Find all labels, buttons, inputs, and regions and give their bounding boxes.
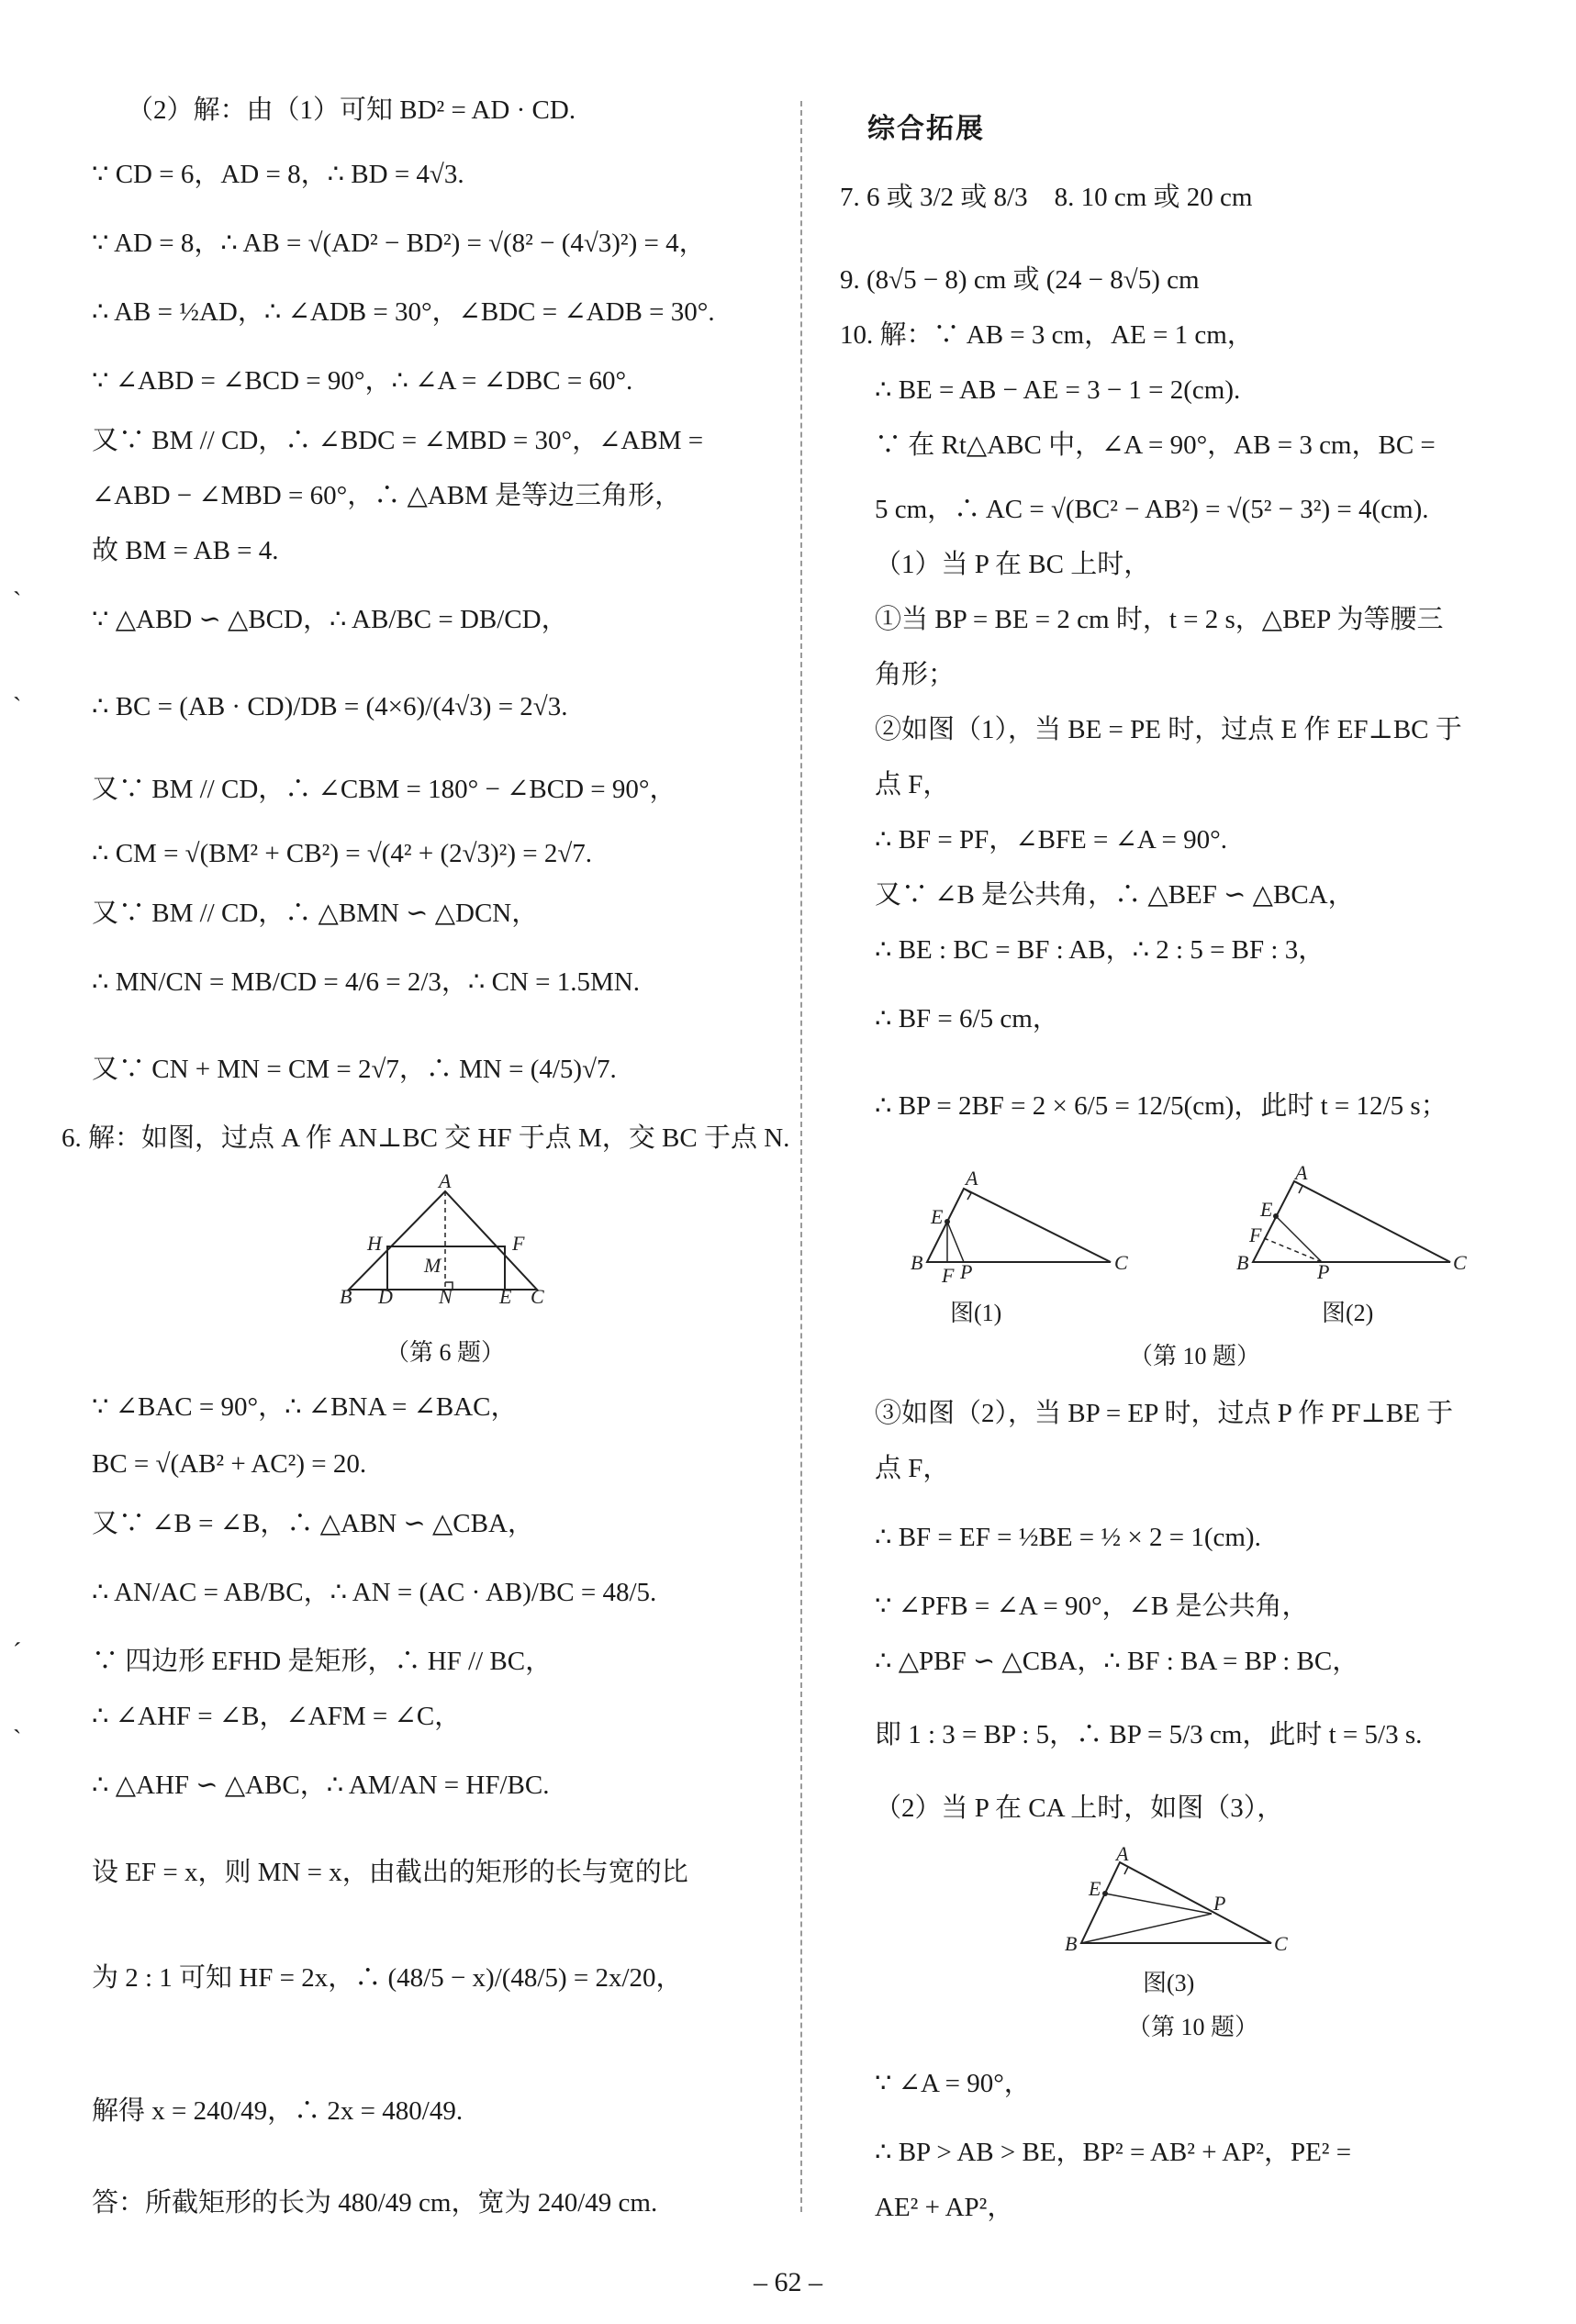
solution-line: 7. 6 或 3/2 或 8/3 8. 10 cm 或 20 cm: [840, 183, 1253, 212]
label-e: E: [1260, 1198, 1273, 1221]
segment-ep: [1276, 1216, 1322, 1262]
segment-pf: [1264, 1238, 1322, 1262]
solution-line: ∴ BF = PF，∠BFE = ∠A = 90°.: [875, 825, 1227, 855]
solution-line: ∠ABD − ∠MBD = 60°，∴ △ABM 是等边三角形，: [92, 481, 682, 510]
triangle-abc: [1253, 1181, 1450, 1262]
solution-line: ①当 BP = BE = 2 cm 时，t = 2 s，△BEP 为等腰三: [875, 605, 1444, 634]
solution-line: 又∵ BM // CD，∴ △BMN ∽ △DCN，: [92, 899, 539, 928]
label-n: N: [439, 1285, 453, 1308]
label-b: B: [1236, 1251, 1249, 1274]
margin-mark: ˋ: [13, 693, 22, 721]
solution-line: 又∵ ∠B 是公共角，∴ △BEF ∽ △BCA，: [875, 880, 1355, 910]
solution-line: ∴ BF = 6/5 cm，: [875, 1004, 1059, 1034]
triangle-abc: [927, 1189, 1111, 1262]
solution-line: ∴ BE = AB − AE = 3 − 1 = 2(cm).: [875, 375, 1241, 405]
label-c: C: [1274, 1932, 1288, 1955]
solution-line: ∵ ∠PFB = ∠A = 90°，∠B 是公共角，: [875, 1592, 1309, 1621]
label-e: E: [931, 1205, 944, 1228]
triangle-abc: [1081, 1862, 1271, 1943]
point-e: [944, 1219, 950, 1224]
solution-line: ∴ BP > AB > BE，BP² = AB² + AP²，PE² =: [875, 2138, 1352, 2167]
figure-10-1-label: 图(1): [950, 1300, 1002, 1326]
solution-line: ∴ BF = EF = ½BE = ½ × 2 = 1(cm).: [875, 1523, 1261, 1552]
solution-line: 点 F，: [875, 770, 950, 799]
solution-line: ∴ ∠AHF = ∠B，∠AFM = ∠C，: [92, 1702, 462, 1731]
figure-10-3-diagram: [1065, 1842, 1294, 1960]
solution-line: ∵ AD = 8，∴ AB = √(AD² − BD²) = √(8² − (4√3)²) = 4，: [92, 229, 706, 258]
column-divider: [800, 101, 802, 2212]
figure-10-3-caption: （第 10 题）: [1127, 2014, 1259, 2040]
label-c: C: [1114, 1251, 1128, 1274]
label-f: F: [942, 1264, 955, 1287]
label-a: A: [1116, 1842, 1129, 1865]
solution-line: ∵ △ABD ∽ △BCD，∴ AB/BC = DB/CD，: [92, 605, 568, 634]
figure-10-caption: （第 10 题）: [1129, 1343, 1261, 1369]
solution-line: 故 BM = AB = 4.: [92, 536, 279, 565]
solution-line: 9. (8√5 − 8) cm 或 (24 − 8√5) cm: [840, 265, 1200, 295]
solution-line: ∴ CM = √(BM² + CB²) = √(4² + (2√3)²) = 2√7.: [92, 839, 593, 868]
point-e: [1102, 1891, 1108, 1896]
label-d: D: [378, 1285, 393, 1308]
solution-line: 又∵ ∠B = ∠B，∴ △ABN ∽ △CBA，: [92, 1509, 534, 1538]
solution-line: ∴ △PBF ∽ △CBA，∴ BF : BA = BP : BC，: [875, 1647, 1359, 1676]
solution-line: ③如图（2），当 BP = EP 时，过点 P 作 PF⊥BE 于: [875, 1399, 1454, 1428]
page-number: – 62 –: [754, 2267, 822, 2297]
margin-mark: ˊ: [13, 1638, 22, 1667]
label-h: H: [367, 1232, 382, 1255]
solution-line: 角形；: [875, 660, 956, 689]
label-c: C: [531, 1285, 544, 1308]
figure-10-1-diagram: [909, 1167, 1129, 1287]
solution-line: 5 cm，∴ AC = √(BC² − AB²) = √(5² − 3²) = 4(cm).: [875, 495, 1429, 524]
solution-line: ∵ ∠BAC = 90°，∴ ∠BNA = ∠BAC，: [92, 1392, 518, 1422]
solution-line: 为 2 : 1 可知 HF = 2x，∴ (48/5 − x)/(48/5) = 2x/20，: [92, 1963, 683, 1993]
solution-line: AE² + AP²，: [875, 2193, 1014, 2222]
solution-line: （1）当 P 在 BC 上时，: [875, 550, 1151, 579]
solution-line: ∵ 四边形 EFHD 是矩形，∴ HF // BC，: [92, 1647, 553, 1676]
segment-ep: [947, 1222, 964, 1262]
label-a: A: [966, 1167, 978, 1190]
solution-line: ∴ MN/CN = MB/CD = 4/6 = 2/3，∴ CN = 1.5MN.: [92, 967, 640, 997]
solution-line: ∴ AN/AC = AB/BC，∴ AN = (AC · AB)/BC = 48/5.: [92, 1578, 657, 1607]
label-a: A: [1295, 1161, 1308, 1184]
figure-6-caption: （第 6 题）: [386, 1339, 506, 1366]
rectangle-efhd: [387, 1246, 505, 1290]
margin-mark: ˋ: [13, 1726, 22, 1754]
figure-10-2: [1235, 1161, 1467, 1285]
figure-10-3-label: 图(3): [1143, 1970, 1195, 1996]
label-a: A: [439, 1169, 452, 1192]
label-b: B: [1065, 1932, 1078, 1955]
solution-line: ∴ BC = (AB · CD)/DB = (4×6)/(4√3) = 2√3.: [92, 692, 568, 721]
figure-10-2-label: 图(2): [1322, 1300, 1374, 1326]
solution-line: 即 1 : 3 = BP : 5，∴ BP = 5/3 cm，此时 t = 5/3 s.: [875, 1720, 1423, 1749]
label-e: E: [499, 1285, 512, 1308]
solution-line: ∵ ∠A = 90°，: [875, 2069, 1031, 2098]
solution-line: 又∵ BM // CD，∴ ∠CBM = 180° − ∠BCD = 90°，: [92, 775, 676, 804]
label-p: P: [1317, 1260, 1330, 1283]
solution-line: ∵ ∠ABD = ∠BCD = 90°，∴ ∠A = ∠DBC = 60°.: [92, 366, 633, 396]
solution-line: BC = √(AB² + AC²) = 20.: [92, 1449, 367, 1479]
solution-line: 10. 解：∵ AB = 3 cm，AE = 1 cm，: [840, 320, 1254, 350]
figure-10-1: [909, 1167, 1129, 1287]
label-p: P: [960, 1260, 973, 1283]
label-c: C: [1453, 1251, 1467, 1274]
solution-line: ∵ 在 Rt△ABC 中，∠A = 90°，AB = 3 cm，BC =: [875, 430, 1436, 460]
figure-10-3: [1065, 1842, 1294, 1960]
solution-line: ∴ BP = 2BF = 2 × 6/5 = 12/5(cm)，此时 t = 12/5 s；: [875, 1091, 1447, 1121]
solution-line: ②如图（1），当 BE = PE 时，过点 E 作 EF⊥BC 于: [875, 715, 1462, 744]
section-heading: 综合拓展: [867, 113, 985, 145]
solution-line: 又∵ BM // CD，∴ ∠BDC = ∠MBD = 30°，∠ABM =: [92, 426, 704, 455]
figure-6: [340, 1169, 560, 1308]
solution-line: 答：所截矩形的长为 480/49 cm，宽为 240/49 cm.: [92, 2188, 658, 2218]
label-f: F: [512, 1232, 525, 1255]
segment-bp: [1081, 1914, 1212, 1943]
label-p: P: [1213, 1892, 1226, 1915]
solution-line: 解得 x = 240/49，∴ 2x = 480/49.: [92, 2096, 464, 2126]
figure-6-diagram: [340, 1169, 560, 1308]
solution-line: 又∵ CN + MN = CM = 2√7，∴ MN = (4/5)√7.: [92, 1055, 617, 1084]
solution-line: ∴ AB = ½AD，∴ ∠ADB = 30°，∠BDC = ∠ADB = 30°.: [92, 297, 715, 327]
label-b: B: [340, 1285, 352, 1308]
solution-line: ∴ BE : BC = BF : AB，∴ 2 : 5 = BF : 3，: [875, 935, 1325, 965]
solution-line: （2）解：由（1）可知 BD² = AD · CD.: [127, 95, 576, 125]
right-angle-mark: [964, 1189, 971, 1200]
label-m: M: [424, 1254, 442, 1277]
figure-10-2-diagram: [1235, 1161, 1467, 1285]
solution-line: ∵ CD = 6，AD = 8，∴ BD = 4√3.: [92, 160, 464, 189]
label-e: E: [1089, 1877, 1101, 1900]
label-f: F: [1249, 1223, 1262, 1246]
solution-line: ∴ △AHF ∽ △ABC，∴ AM/AN = HF/BC.: [92, 1771, 550, 1800]
solution-line: 点 F，: [875, 1454, 950, 1483]
point-e: [1273, 1213, 1279, 1219]
solution-line: 设 EF = x，则 MN = x，由截出的矩形的长与宽的比: [92, 1858, 688, 1887]
problem-6-start: 6. 解：如图，过点 A 作 AN⊥BC 交 HF 于点 M，交 BC 于点 N.: [61, 1123, 790, 1153]
solution-line: （2）当 P 在 CA 上时，如图（3），: [875, 1793, 1284, 1823]
label-b: B: [911, 1251, 923, 1274]
margin-mark: ˋ: [13, 587, 22, 616]
